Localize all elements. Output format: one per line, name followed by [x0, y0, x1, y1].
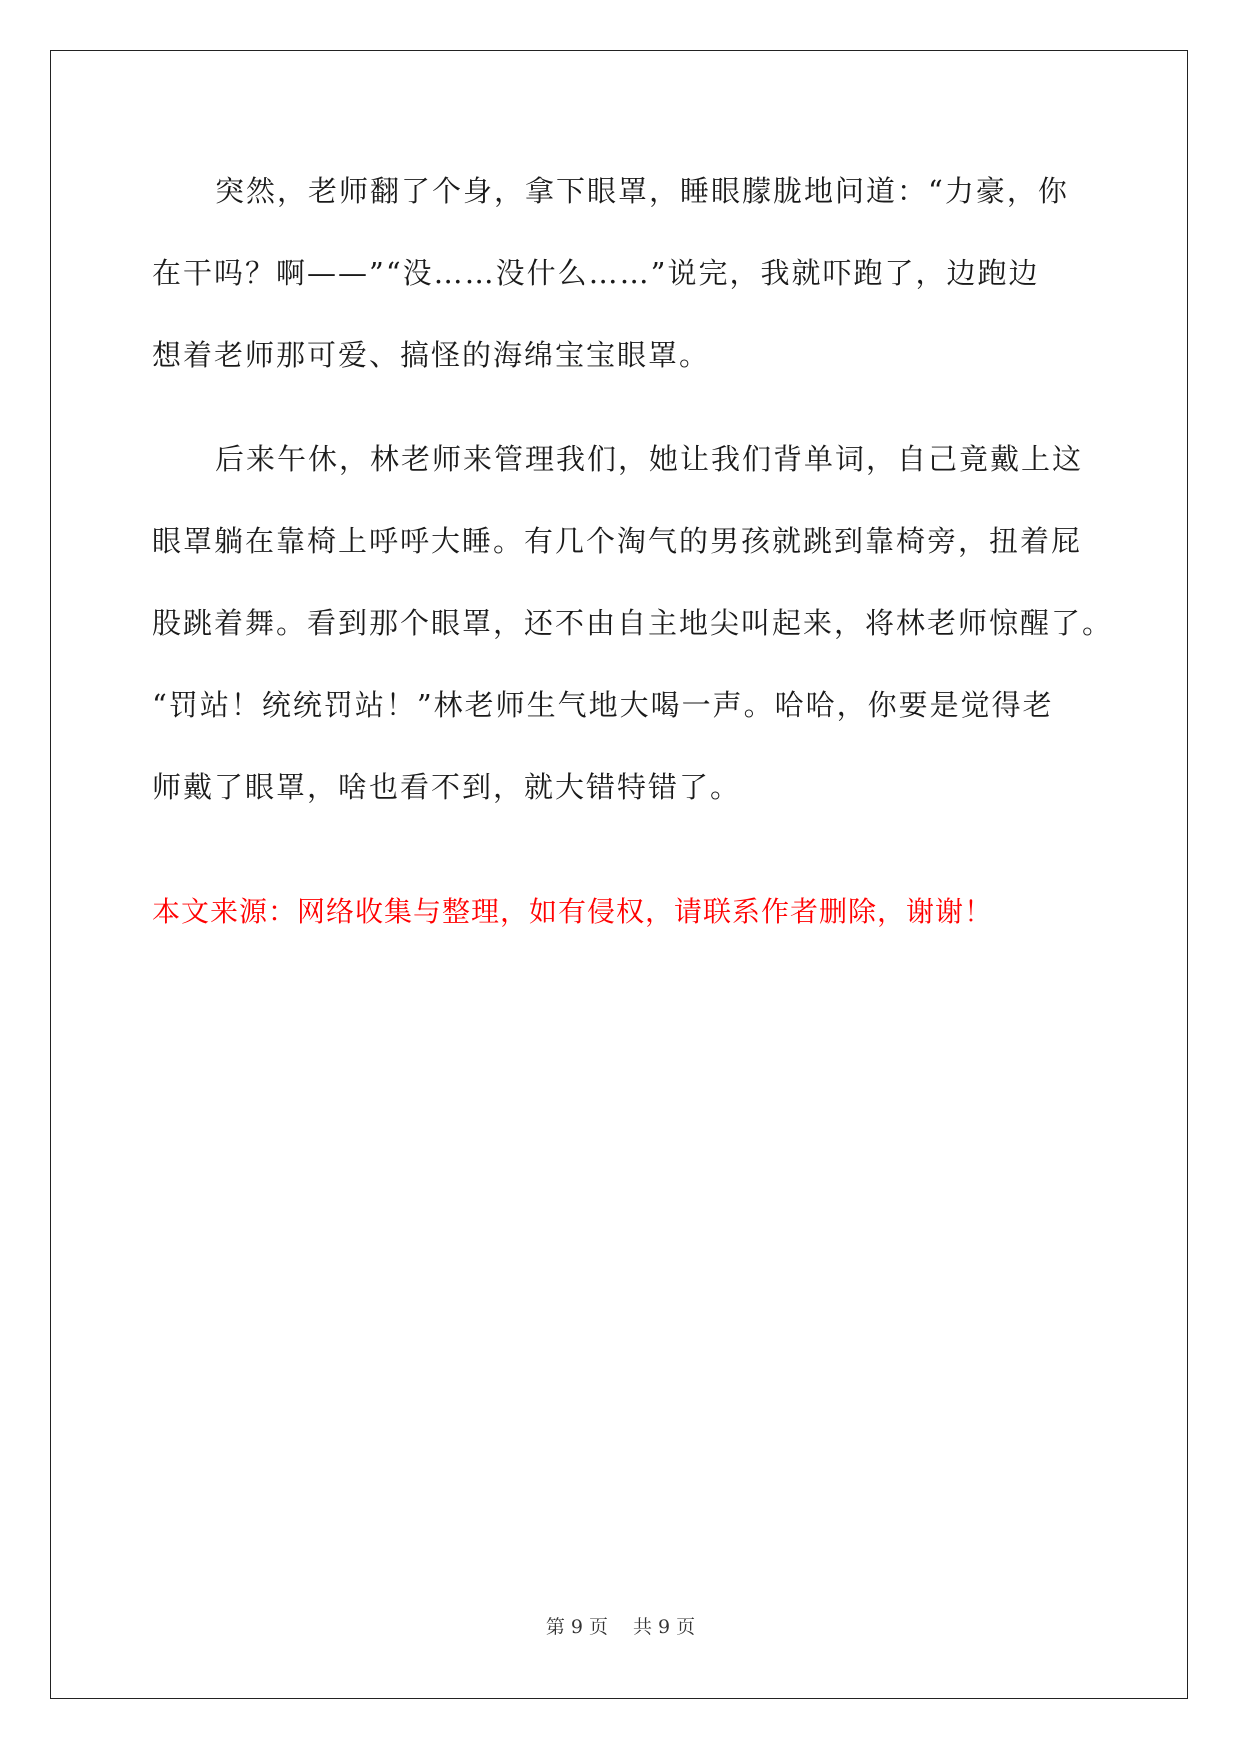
paragraph-2 — [152, 428, 1114, 838]
paragraph-1 — [152, 160, 1092, 406]
paragraph-line: 股跳着舞。看到那个眼罩，还不由自主地尖叫起来，将林老师惊醒了。 — [152, 606, 1114, 640]
paragraph-line: “罚站！统统罚站！”林老师生气地大喝一声。哈哈，你要是觉得老 — [152, 688, 1054, 722]
paragraph-line: 想着老师那可爱、搞怪的海绵宝宝眼罩。 — [152, 338, 711, 372]
paragraph-line: 眼罩躺在靠椅上呼呼大睡。有几个淘气的男孩就跳到靠椅旁，扭着屁 — [152, 524, 1083, 558]
paragraph-gap — [152, 406, 1092, 428]
article-body — [152, 160, 1114, 838]
paragraph-line: 在干吗？啊——”“没……没什么……”说完，我就吓跑了，边跑边 — [152, 256, 1040, 290]
paragraph-line: 后来午休，林老师来管理我们，她让我们背单词，自己竟戴上这 — [215, 442, 1084, 476]
page-number: 第 9 页 共 9 页 — [545, 1616, 696, 1638]
paragraph-line: 突然，老师翻了个身，拿下眼罩，睡眼朦胧地问道：“力豪，你 — [215, 174, 1069, 208]
source-disclaimer: 本文来源：网络收集与整理，如有侵权，请联系作者删除，谢谢！ — [152, 895, 994, 928]
paragraph-line: 师戴了眼罩，啥也看不到，就大错特错了。 — [152, 770, 742, 804]
